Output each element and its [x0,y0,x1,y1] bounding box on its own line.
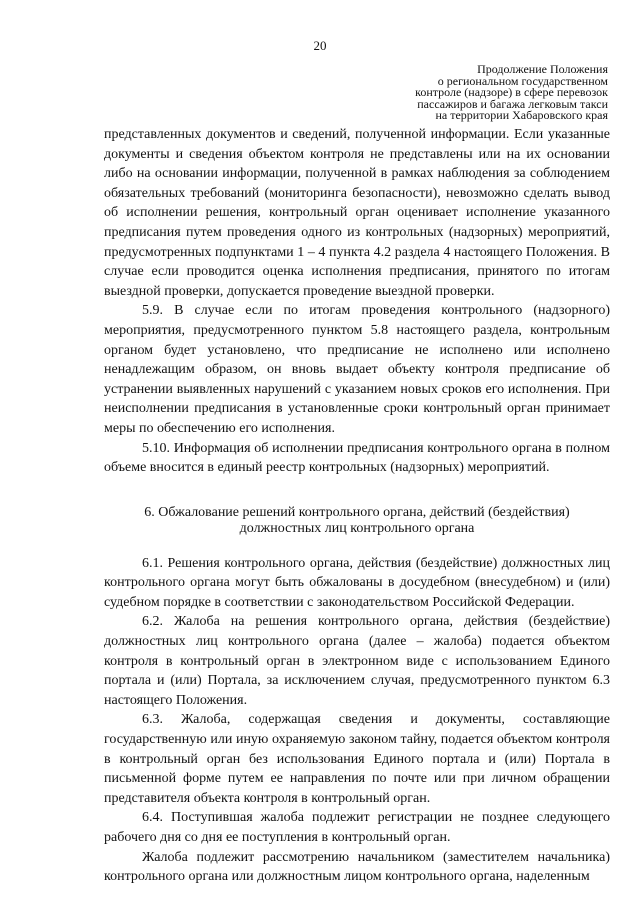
page-number: 20 [313,38,327,53]
header-note [368,64,608,122]
document-body [104,125,610,887]
header-line: на территории Хабаровского края [435,108,608,122]
section-heading-line: 6. Обжалование решений контрольного органа, действий (бездействия) [144,504,570,520]
paragraph-6-1: 6.1. Решения контрольного органа, действия (бездействие) должностных лиц контрольного органа могут быть обжалованы в досудебном (внесудебном) и (или) судебном порядке в соответствии с законодательством Российской Федерации. [104,555,610,610]
section-heading-line: должностных лиц контрольного органа [239,520,475,536]
header-line: пассажиров и багажа легковым такси [417,96,608,111]
paragraph-complaint-review: Жалоба подлежит рассмотрению начальником (заместителем начальника) контрольного органа или должностным лицом контрольного органа, наделенным [104,849,610,885]
header-line: Продолжение Положения [477,62,608,76]
paragraph-5-9: 5.9. В случае если по итогам проведения контрольного (надзорного) мероприятия, предусмотренного пунктом 5.8 настоящего раздела, контрольным органом будет установлено, что предписание не исполнено или исполнено ненадлежащим образом, он вновь выдает объекту контроля предписание об устранении выявленных нарушений с указанием новых сроков его исполнения. При неисполнении предписания в установленные сроки контрольный орган принимает меры по обеспечению его исполнения. [104,303,610,436]
paragraph-6-4: 6.4. Поступившая жалоба подлежит регистрации не позднее следующего рабочего дня со дня ее поступления в контрольный орган. [104,810,610,845]
header-line: контроле (надзоре) в сфере перевозок [415,85,608,99]
section-6-heading [104,505,610,537]
paragraph-continued: представленных документов и сведений, полученной информации. Если указанные документы и сведения объектом контроля не представлены или на их основании либо на основании информации, полученной в рамках наблюдения за соблюдением обязательных требований (мониторинга безопасности), невозможно сделать вывод об исполнении решения, контрольный орган оценивает исполнение указанного предписания путем проведения одного из контрольных (надзорных) мероприятий, предусмотренных подпунктами 1 – 4 пункта 4.2 раздела 4 настоящего Положения. В случае если проводится оценка исполнения предписания, принятого по итогам выездной проверки, допускается проведение выездной проверки. [104,127,610,299]
header-line: о региональном государственном [437,73,608,88]
paragraph-6-2: 6.2. Жалоба на решения контрольного органа, действия (бездействие) должностных лиц контрольного органа (далее – жалоба) подается объектом контроля в контрольный орган в электронном виде с использованием Единого портала и (или) Портала, за исключением случая, предусмотренного пунктом 6.3 настоящего Положения. [104,614,610,708]
paragraph-6-3: 6.3. Жалоба, содержащая сведения и документы, составляющие государственную или иную охраняемую законом тайну, подается объектом контроля в контрольный орган без использования Единого портала и (или) Портала в письменной форме путем ее направления по почте или при личном обращении представителя объекта контроля в контрольный орган. [104,712,610,806]
paragraph-5-10: 5.10. Информация об исполнении предписания контрольного органа в полном объеме вносится в единый реестр контрольных (надзорных) мероприятий. [104,440,610,476]
